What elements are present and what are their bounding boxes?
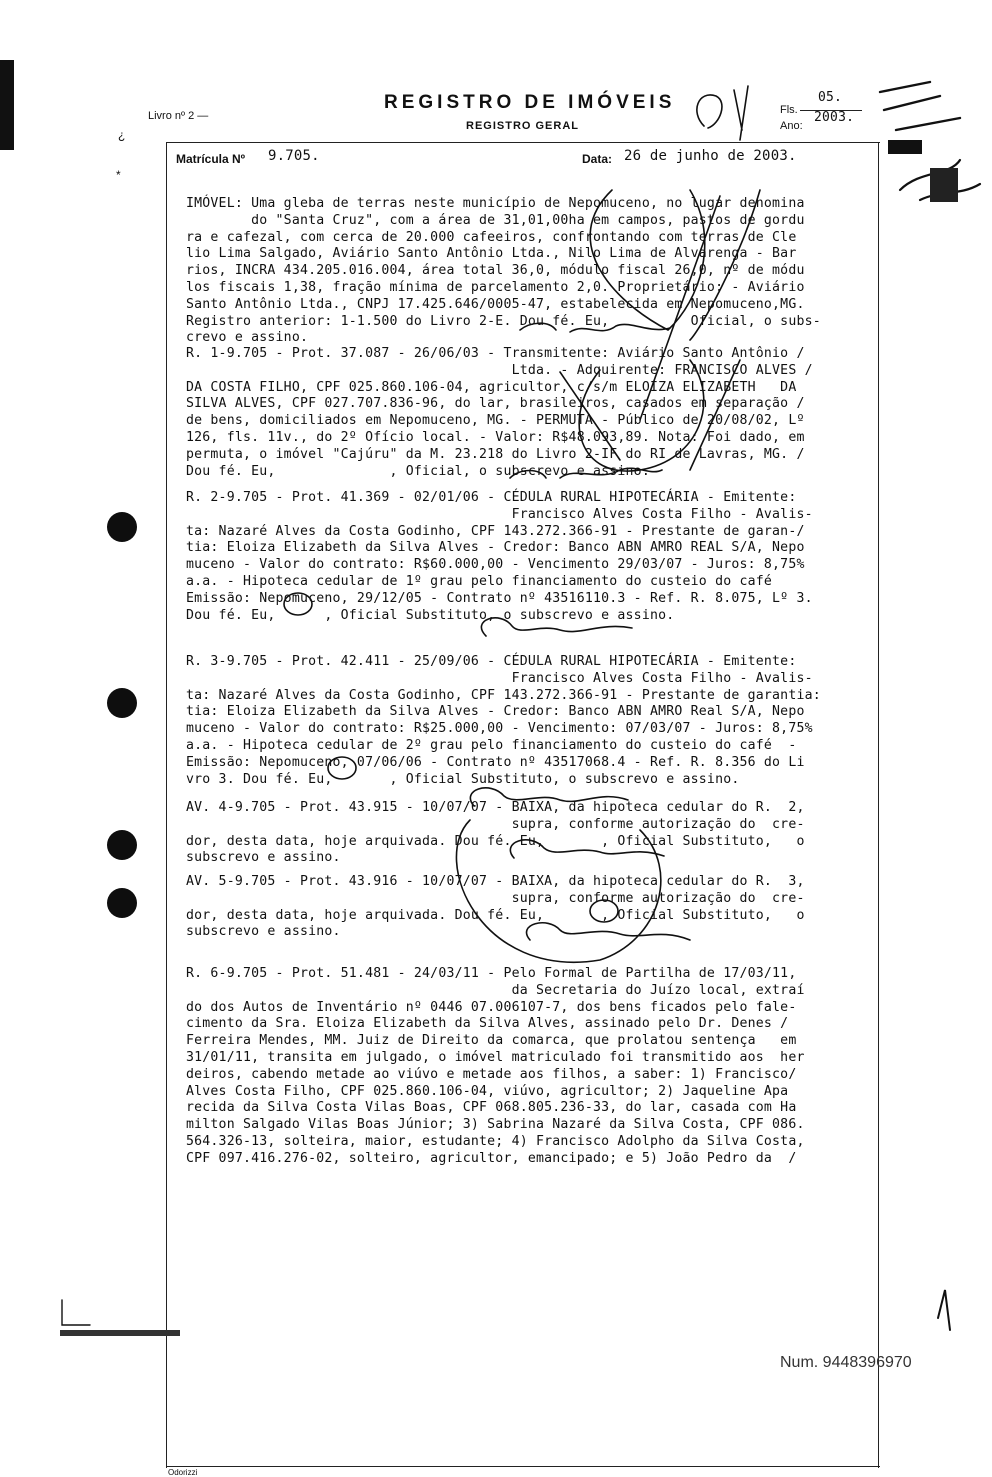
r3-line: R. 3-9.705 - Prot. 42.411 - 25/09/06 - CÉDULA RURAL HIPOTECÁRIA - Emitente: [186,654,797,669]
frame-top [166,142,880,143]
imovel-line: ra e cafezal, com cerca de 20.000 cafeeiros, confrontando com terras de Cle [186,229,797,245]
r2-line: ta: Nazaré Alves da Costa Godinho, CPF 143.272.366-91 - Prestante de garan-/ [186,523,805,539]
r3-block [186,654,872,788]
av4-line: dor, desta data, hoje arquivada. Dou fé. Eu, , Oficial Substituto, o [186,833,805,849]
r1-line: permuta, o imóvel "Cajúru" da M. 23.218 do Livro 2-IF do RI de Lavras, MG. / [186,446,805,462]
frame-left [166,142,167,1468]
scan-artifact [60,1330,180,1336]
r6-line: cimento da Sra. Eloiza Elizabeth da Silva Alves, assinado pelo Dr. Denes / [186,1016,789,1032]
document-number: Num. 9448396970 [780,1354,912,1371]
stamp-blot [888,140,922,154]
av5-line: supra, conforme autorização do cre- [186,890,805,906]
imovel-line: lio Lima Salgado, Aviário Santo Antônio Ltda., Nilo Lima de Alvarenga - Bar [186,246,797,262]
punch-hole [107,830,137,860]
r1-line: Ltda. - Adquirente: FRANCISCO ALVES / [186,362,813,378]
r1-line: R. 1-9.705 - Prot. 37.087 - 26/06/03 - Transmitente: Aviário Santo Antônio / [186,346,805,361]
r3-line: Emissão: Nepomuceno, 07/06/06 - Contrato nº 43517068.4 - Ref. R. 8.356 do Li [186,754,805,770]
r3-line: tia: Eloiza Elizabeth da Silva Alves - Credor: Banco ABN AMRO Real S/A, Nepo [186,704,805,720]
r6-line: Alves Costa Filho, CPF 025.860.106-04, viúvo, agricultor; 2) Jaqueline Apa [186,1083,789,1099]
punch-hole [107,512,137,542]
r1-block [186,346,872,480]
imovel-line: IMÓVEL: Uma gleba de terras neste município de Nepomuceno, no lugar denomina [186,196,805,211]
av5-line: AV. 5-9.705 - Prot. 43.916 - 10/07/07 - BAIXA, da hipoteca cedular do R. 3, [186,874,805,889]
r3-line: a.a. - Hipoteca cedular de 2º grau pelo financiamento do custeio do café - [186,737,797,753]
r6-line: 564.326-13, solteira, maior, estudante; 4) Francisco Adolpho da Silva Costa, [186,1133,805,1149]
margin-mark: ¿ [118,128,126,142]
frame-right [878,142,879,1468]
av4-line: AV. 4-9.705 - Prot. 43.915 - 10/07/07 - BAIXA, da hipoteca cedular do R. 2, [186,800,805,815]
r6-line: milton Salgado Vilas Boas Júnior; 3) Sabrina Nazaré da Silva Costa, CPF 086. [186,1117,805,1133]
r2-line: Dou fé. Eu, , Oficial Substituto, o subscrevo e assino. [186,607,675,623]
binding-edge-mark [0,60,14,150]
r2-line: muceno - Valor do contrato: R$60.000,00 - Vencimento 29/03/07 - Juros: 8,75% [186,557,805,573]
r2-line: a.a. - Hipoteca cedular de 1º grau pelo financiamento do custeio do café [186,573,773,589]
r6-line: deiros, cabendo metade ao viúvo e metade aos filhos, a saber: 1) Francisco/ [186,1066,797,1082]
imovel-line: crevo e assino. [186,330,309,346]
punch-hole [107,688,137,718]
r6-block [186,966,872,1168]
r2-line: Francisco Alves Costa Filho - Avalis- [186,506,813,522]
imovel-line: Registro anterior: 1-1.500 do Livro 2-E. Dou fé. Eu, Oficial, o subs- [186,313,821,329]
corner-mark [62,1300,90,1325]
r6-line: do dos Autos de Inventário nº 0446 07.006107-7, dos bens ficados pelo fale- [186,999,797,1015]
punch-hole [107,888,137,918]
stamp-blot [930,168,958,202]
margin-mark: * [116,168,121,182]
livro-label: Livro nº 2 — [148,110,209,122]
page-subtitle: REGISTRO GERAL [466,120,580,132]
date-label: Data: [582,152,613,166]
av4-line: subscrevo e assino. [186,850,341,866]
r6-line: 31/01/11, transita em julgado, o imóvel matriculado foi transmitido aos her [186,1049,805,1065]
header-rubric [697,86,748,140]
stamp-mark [880,82,960,130]
fls-label: Fls. [780,104,798,116]
r2-line: tia: Eloiza Elizabeth da Silva Alves - Credor: Banco ABN AMRO REAL S/A, Nepo [186,540,805,556]
r6-line: CPF 097.416.276-02, solteiro, agricultor, emancipado; e 5) João Pedro da / [186,1150,797,1166]
r1-line: 126, fls. 11v., do 2º Ofício local. - Valor: R$48.093,89. Nota: Foi dado, em [186,429,805,445]
r3-line: muceno - Valor do contrato: R$25.000,00 - Vencimento: 07/03/07 - Juros: 8,75% [186,721,813,737]
r2-block [186,490,872,624]
r1-line: SILVA ALVES, CPF 027.707.836-96, do lar, brasileiros, casados em separação / [186,396,805,412]
r1-line: Dou fé. Eu, , Oficial, o subscrevo e assino. [186,463,650,479]
imovel-line: Santo Antônio Ltda., CNPJ 17.425.646/0005-47, estabelecida em Nepomuceno,MG. [186,296,805,312]
r3-line: ta: Nazaré Alves da Costa Godinho, CPF 143.272.366-91 - Prestante de garantia: [186,687,821,703]
corner-mark [938,1290,950,1330]
ano-value: 2003. [814,110,855,125]
imovel-line: los fiscais 1,38, fração mínima de parcelamento 2,0. Proprietário: - Aviário [186,279,805,295]
date-value: 26 de junho de 2003. [624,148,797,164]
matricula-label: Matrícula Nº [176,152,246,166]
r6-line: recida da Silva Costa Vilas Boas, CPF 068.805.236-33, do lar, casada com Ha [186,1100,797,1116]
printer-mark: Odorizzi [168,1468,198,1477]
imovel-line: rios, INCRA 434.205.016.004, área total 36,0, módulo fiscal 26,0, nº de módu [186,263,805,279]
r6-line: Ferreira Mendes, MM. Juiz de Direito da comarca, que prolatou sentença em [186,1033,797,1049]
av5-line: dor, desta data, hoje arquivada. Dou fé. Eu, , Oficial Substituto, o [186,907,805,923]
av4-block [186,800,872,867]
r1-line: DA COSTA FILHO, CPF 025.860.106-04, agricultor, c/s/m ELOIZA ELIZABETH DA [186,379,797,395]
stamp-mark [900,160,980,200]
r3-line: Francisco Alves Costa Filho - Avalis- [186,670,813,686]
imovel-line: do "Santa Cruz", com a área de 31,01,00ha em campos, pastos de gordu [186,212,805,228]
page-title: REGISTRO DE IMÓVEIS [384,92,676,113]
av5-line: subscrevo e assino. [186,924,341,940]
r1-line: de bens, domiciliados em Nepomuceno, MG. - PERMUTA - Público de 20/08/02, Lº [186,413,805,429]
r6-line: R. 6-9.705 - Prot. 51.481 - 24/03/11 - Pelo Formal de Partilha de 17/03/11, [186,966,797,981]
r2-line: Emissão: Nepomuceno, 29/12/05 - Contrato nº 43516110.3 - Ref. R. 8.075, Lº 3. [186,590,813,606]
r3-line: vro 3. Dou fé. Eu, , Oficial Substituto, o subscrevo e assino. [186,771,740,787]
r2-line: R. 2-9.705 - Prot. 41.369 - 02/01/06 - CÉDULA RURAL HIPOTECÁRIA - Emitente: [186,490,797,505]
frame-bottom [166,1466,880,1467]
fls-value: 05. [818,90,843,105]
r6-line: da Secretaria do Juízo local, extraí [186,982,805,998]
av4-line: supra, conforme autorização do cre- [186,816,805,832]
ano-label: Ano: [780,120,803,132]
av5-block [186,874,872,941]
matricula-value: 9.705. [268,148,320,164]
imovel-block [186,196,872,347]
